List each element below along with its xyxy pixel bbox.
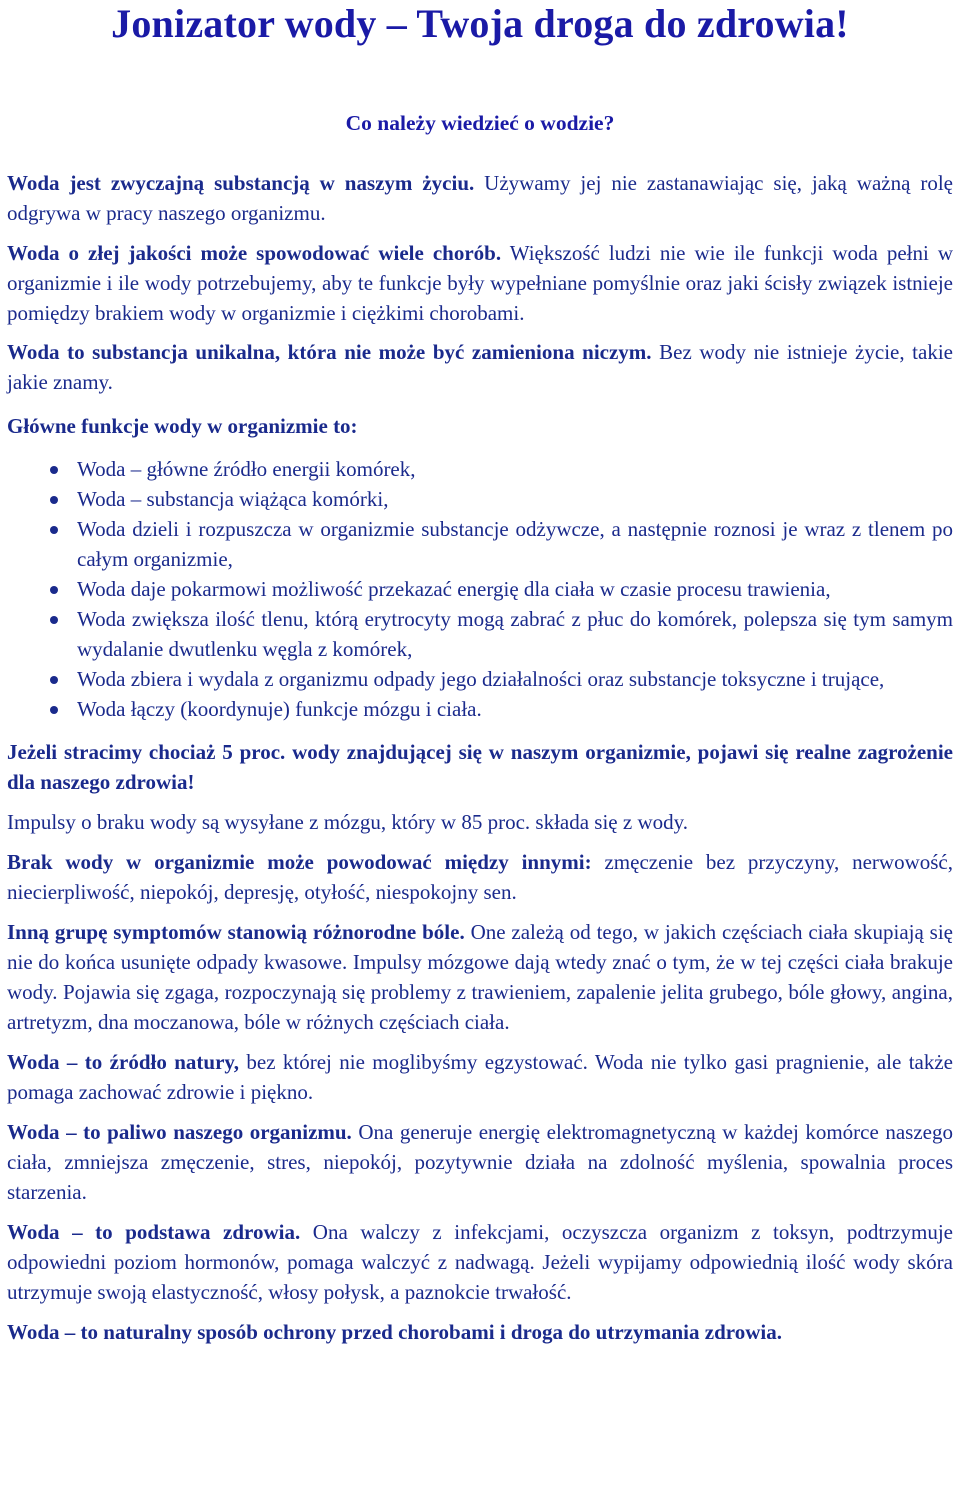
page-subtitle: Co należy wiedzieć o wodzie? <box>345 111 615 135</box>
paragraph-source-text: bez której nie moglibyśmy egzystować. Woda nie tylko gasi pragnienie, ale także pomaga zachować zdrowie i piękno. <box>7 1050 953 1104</box>
paragraph-pains-text: One zależą od tego, w jakich częściach ciała skupiają się nie do końca usunięte odpady kwasowe. Impulsy mózgowe dają wtedy znać o tym, że w tej części ciała brakuje wody. Pojawia się zgaga, rozpoczynają się problemy z trawieniem, zapalenie jelita grubego, bóle głowy, angina, artretyzm, dna moczanowa, bóle w różnych częściach ciała. <box>7 920 953 1034</box>
paragraph-lack-symptoms <box>7 847 953 907</box>
paragraph-intro-text: Używamy jej nie zastanawiając się, jaką ważną rolę odgrywa w pracy naszego organizmu. <box>7 171 954 225</box>
list-item <box>77 454 953 484</box>
document-page <box>7 0 953 1347</box>
list-item-text: Woda – główne źródło energii komórek, <box>77 457 416 481</box>
paragraph-fuel <box>7 1117 953 1207</box>
list-item <box>77 574 953 604</box>
list-item-text: Woda łączy (koordynuje) funkcje mózgu i ciała. <box>77 697 482 721</box>
paragraph-lack-symptoms-bold: Brak wody w organizmie może powodować między innymi: <box>7 850 592 874</box>
list-item-text: Woda dzieli i rozpuszcza w organizmie substancje odżywcze, a następnie roznosi je wraz z tlenem po całym organizmie, <box>77 517 953 571</box>
list-item <box>77 484 953 514</box>
functions-list <box>7 454 953 724</box>
paragraph-unique-bold: Woda to substancja unikalna, która nie może być zamieniona niczym. <box>7 340 652 364</box>
paragraph-bad-water-text: Większość ludzi nie wie ile funkcji woda pełni w organizmie i ile wody potrzebujemy, aby te funkcje były wypełniane pomyślnie oraz jaki ścisły związek istnieje pomiędzy brakiem wody w organizmie i ciężkimi chorobami. <box>7 241 953 325</box>
list-item <box>77 514 953 574</box>
functions-heading <box>7 411 953 441</box>
paragraph-fuel-text: Ona generuje energię elektromagnetyczną w każdej komórce naszego ciała, zmniejsza zmęczenie, stres, niepokój, pozytywnie działa na zdolność myślenia, spowalnia proces starzenia. <box>7 1120 953 1204</box>
paragraph-impulses <box>7 807 953 837</box>
list-item <box>77 664 953 694</box>
paragraph-intro <box>7 168 953 228</box>
paragraph-pains <box>7 917 953 1037</box>
bullet-icon <box>50 496 58 504</box>
paragraph-pains-bold: Inną grupę symptomów stanowią różnorodne bóle. <box>7 920 465 944</box>
paragraph-conclusion <box>7 1317 953 1347</box>
paragraph-fuel-bold: Woda – to paliwo naszego organizmu. <box>7 1120 352 1144</box>
paragraph-health-basis-bold: Woda – to podstawa zdrowia. <box>7 1220 301 1244</box>
paragraph-warning <box>7 737 953 797</box>
list-item <box>77 694 953 724</box>
bullet-icon <box>50 586 58 594</box>
functions-heading-bold: Główne funkcje wody w organizmie to: <box>7 414 358 438</box>
paragraph-unique <box>7 337 953 397</box>
paragraph-bad-water <box>7 238 953 328</box>
paragraph-health-basis-text: Ona walczy z infekcjami, oczyszcza organizm z toksyn, podtrzymuje odpowiedni poziom hormonów, pomaga walczyć z nadwagą. Jeżeli wypijamy odpowiednią ilość wody skóra utrzymuje swoją elastyczność, włosy połysk, a paznokcie trwałość. <box>7 1220 953 1304</box>
list-item-text: Woda – substancja wiążąca komórki, <box>77 487 389 511</box>
paragraph-unique-text: Bez wody nie istnieje życie, takie jakie znamy. <box>7 340 953 394</box>
paragraph-bad-water-bold: Woda o złej jakości może spowodować wiele chorób. <box>7 241 502 265</box>
list-item-text: Woda daje pokarmowi możliwość przekazać energię dla ciała w czasie procesu trawienia, <box>77 577 831 601</box>
list-item-text: Woda zwiększa ilość tlenu, którą erytrocyty mogą zabrać z płuc do komórek, polepsza się tym samym wydalanie dwutlenku węgla z komórek, <box>77 607 953 661</box>
list-item <box>77 604 953 664</box>
paragraph-lack-symptoms-text: zmęczenie bez przyczyny, nerwowość, niecierpliwość, niepokój, depresję, otyłość, niespokojny sen. <box>7 850 953 904</box>
list-item-text: Woda zbiera i wydala z organizmu odpady jego działalności oraz substancje toksyczne i trujące, <box>77 667 885 691</box>
paragraph-impulses-text: Impulsy o braku wody są wysyłane z mózgu, który w 85 proc. składa się z wody. <box>7 810 689 834</box>
bullet-icon <box>50 526 58 534</box>
bullet-icon <box>50 616 58 624</box>
page-title: Jonizator wody – Twoja droga do zdrowia! <box>111 1 849 46</box>
bullet-icon <box>50 676 58 684</box>
paragraph-conclusion-bold: Woda – to naturalny sposób ochrony przed chorobami i droga do utrzymania zdrowia. <box>7 1320 782 1344</box>
paragraph-health-basis <box>7 1217 953 1307</box>
paragraph-intro-bold: Woda jest zwyczajną substancją w naszym życiu. <box>7 171 475 195</box>
paragraph-warning-bold: Jeżeli stracimy chociaż 5 proc. wody znajdującej się w naszym organizmie, pojawi się realne zagrożenie dla naszego zdrowia! <box>7 740 953 794</box>
paragraph-source-bold: Woda – to źródło natury, <box>7 1050 239 1074</box>
paragraph-source <box>7 1047 953 1107</box>
bullet-icon <box>50 466 58 474</box>
bullet-icon <box>50 706 58 714</box>
